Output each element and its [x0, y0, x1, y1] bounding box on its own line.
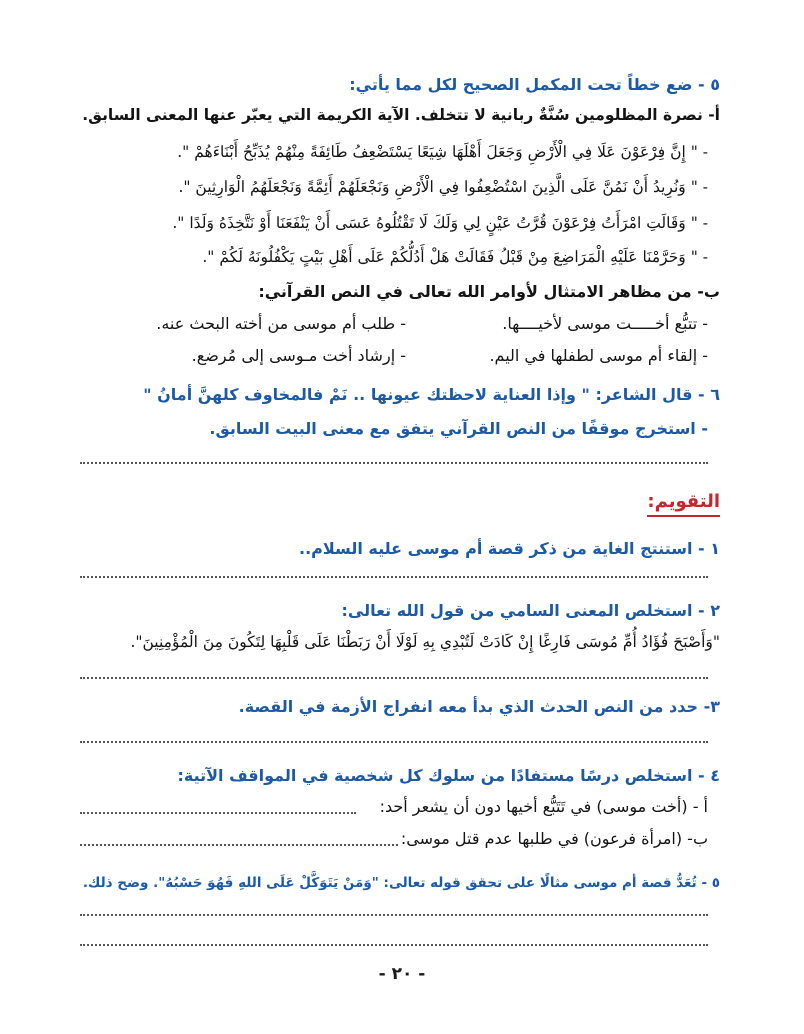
answer-line-eval-q4-b[interactable] [80, 844, 398, 846]
q5-a-option-1[interactable]: - " إِنَّ فِرْعَوْنَ عَلَا فِي الْأَرْضِ وَجَعَلَ أَهْلَهَا شِيَعًا يَسْتَضْعِفُ طَائِفَةً مِنْهُمْ يُذَبِّحُ أَبْنَاءَهُمْ ". [177, 143, 708, 161]
q5-b-option-4[interactable]: - إرشاد أخت مـوسى إلى مُرضع. [191, 346, 406, 365]
eval-q4-a: أ - (أخت موسى) في تَتَبُّع أخيها دون أن يشعر أحد: [379, 797, 708, 816]
q5-b-option-3[interactable]: - إلقاء أم موسى لطفلها في اليم. [489, 346, 708, 365]
answer-line-eval-q5-2[interactable] [80, 944, 708, 946]
q6-title: ٦ - قال الشاعر: " وإذا العناية لاحظتك عيونها .. نَمْ فالمخاوف كلهنَّ أمانُ " [143, 385, 720, 404]
q5-part-a-heading: أ- نصرة المظلومين سُنَّةٌ ربانية لا تتخلف. الآية الكريمة التي يعبّر عنها المعنى السابق. [82, 106, 720, 124]
q5-part-b-heading: ب- من مظاهر الامتثال لأوامر الله تعالى في النص القرآني: [258, 282, 720, 301]
eval-q2: ٢ - استخلص المعنى السامي من قول الله تعالى: [341, 601, 720, 620]
answer-line-eval-q4-a[interactable] [80, 812, 356, 814]
eval-q4: ٤ - استخلص درسًا مستفادًا من سلوك كل شخصية في المواقف الآتية: [177, 766, 720, 785]
eval-q3: ٣- حدد من النص الحدث الذي بدأ معه انفراج الأزمة في القصة. [238, 697, 720, 716]
q6-task: - استخرج موقفًا من النص القرآني يتفق مع معنى البيت السابق. [209, 419, 708, 438]
eval-q1: ١ - استنتج الغاية من ذكر قصة أم موسى عليه السلام.. [299, 539, 720, 558]
q5-title: ٥ - ضع خطاً تحت المكمل الصحيح لكل مما يأتي: [349, 75, 720, 94]
q5-a-option-3[interactable]: - " وَقَالَتِ امْرَأَتُ فِرْعَوْنَ قُرَّتُ عَيْنٍ لِي وَلَكَ لَا تَقْتُلُوهُ عَسَى أَنْ يَنْفَعَنَا أَوْ نَتَّخِذَهُ وَلَدًا ". [172, 214, 708, 232]
q5-a-option-2[interactable]: - " وَنُرِيدُ أَنْ نَمُنَّ عَلَى الَّذِينَ اسْتُضْعِفُوا فِي الْأَرْضِ وَنَجْعَلَهُمْ أَئِمَّةً وَنَجْعَلَهُمُ الْوَارِثِينَ ". [178, 178, 708, 196]
q5-b-option-2[interactable]: - طلب أم موسى من أخته البحث عنه. [156, 314, 406, 333]
q5-a-option-4[interactable]: - " وَحَرَّمْنَا عَلَيْهِ الْمَرَاضِعَ مِنْ قَبْلُ فَقَالَتْ هَلْ أَدُلُّكُمْ عَلَى أَهْلِ بَيْتٍ يَكْفُلُونَهُ لَكُمْ ". [202, 248, 708, 266]
answer-line-eval-q1[interactable] [80, 576, 708, 578]
q5-b-option-1[interactable]: - تتبُّع أخـــــت موسى لأخيــــها. [502, 314, 708, 333]
page-number: - ٢٠ - [378, 964, 426, 984]
answer-line-q6[interactable] [80, 462, 708, 464]
answer-line-eval-q2[interactable] [80, 677, 708, 679]
eval-q4-b: ب- (امرأة فرعون) في طلبها عدم قتل موسى: [400, 829, 708, 848]
eval-q5: ٥ - تُعَدُّ قصة أم موسى مثالًا على تحقق قوله تعالى: "وَمَنْ يَتَوَكَّلْ عَلَى اللهِ فَهُوَ حَسْبُهُ". وضح ذلك. [82, 875, 720, 891]
eval-q2-verse: "وَأَصْبَحَ فُؤَادُ أُمِّ مُوسَى فَارِغًا إِنْ كَادَتْ لَتُبْدِي بِهِ لَوْلَا أَنْ رَبَطْنَا عَلَى قَلْبِهَا لِتَكُونَ مِنَ الْمُؤْمِنِينَ". [130, 633, 720, 651]
answer-line-eval-q5-1[interactable] [80, 914, 708, 916]
evaluation-heading: التقويم: [647, 490, 720, 517]
answer-line-eval-q3[interactable] [80, 741, 708, 743]
